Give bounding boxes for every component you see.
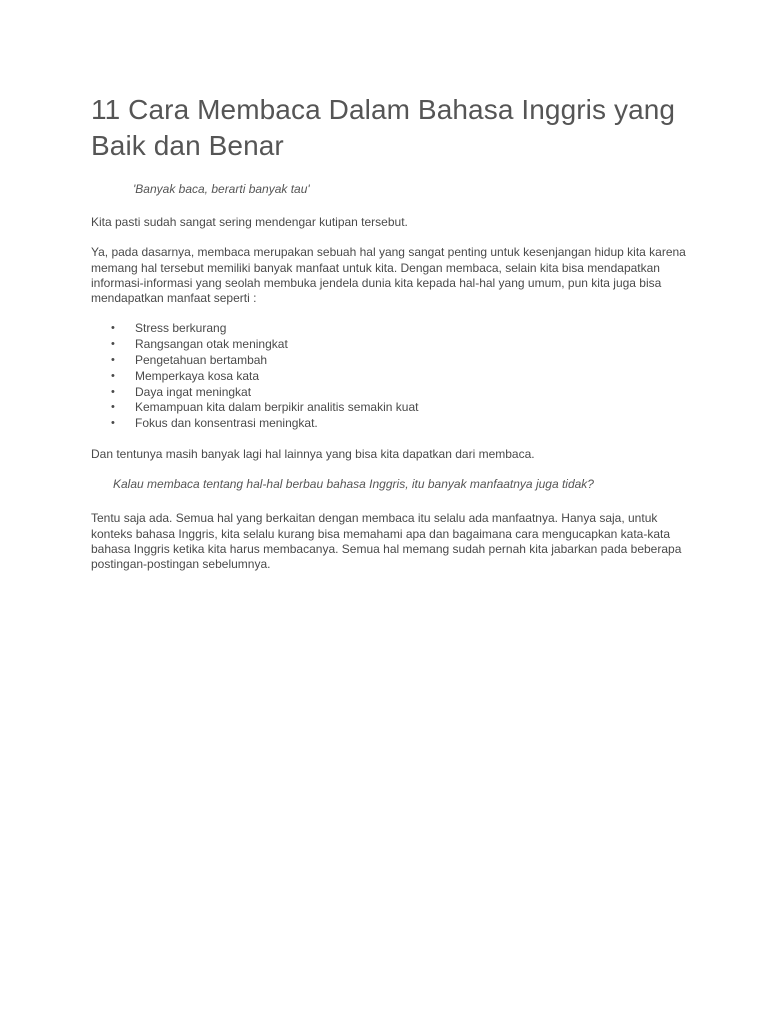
list-item (91, 321, 691, 337)
paragraph-3: Dan tentunya masih banyak lagi hal lainnya yang bisa kita dapatkan dari membaca. (91, 447, 535, 462)
paragraph-2: Ya, pada dasarnya, membaca merupakan sebuah hal yang sangat penting untuk kesenjangan hidup kita karena memang hal tersebut memiliki banyak manfaat untuk kita. Dengan membaca, selain kita bisa mendapatkan informasi-informasi yang seolah membuka jendela dunia kita kepada hal-hal yang umum, pun kita juga bisa mendapatkan manfaat seperti : (91, 245, 686, 306)
bullet-icon: • (111, 354, 115, 367)
bullet-icon: • (111, 322, 115, 335)
list-item (91, 385, 691, 401)
bullet-icon: • (111, 385, 115, 398)
document-page (91, 92, 691, 573)
list-item-text: Rangsangan otak meningkat (135, 337, 288, 352)
opening-quote: 'Banyak baca, berarti banyak tau' (133, 182, 310, 196)
question-quote: Kalau membaca tentang hal-hal berbau bahasa Inggris, itu banyak manfaatnya juga tidak? (113, 477, 594, 492)
bullet-icon: • (111, 401, 115, 414)
list-item (91, 400, 691, 416)
bullet-icon: • (111, 417, 115, 430)
list-item (91, 353, 691, 369)
list-item (91, 416, 691, 432)
document-title: 11 Cara Membaca Dalam Bahasa Inggris yang Baik dan Benar (91, 94, 676, 161)
benefits-list (91, 321, 691, 432)
list-item-text: Kemampuan kita dalam berpikir analitis semakin kuat (135, 400, 419, 415)
paragraph-4: Tentu saja ada. Semua hal yang berkaitan dengan membaca itu selalu ada manfaatnya. Hanya saja, untuk konteks bahasa Inggris, kita selalu kurang bisa memahami apa dan bagaimana cara mengucapkan kata-kata bahasa Inggris ketika kita harus membacanya. Semua hal memang sudah pernah kita jabarkan pada beberapa postingan-postingan sebelumnya. (91, 511, 682, 572)
list-item-text: Stress berkurang (135, 321, 227, 336)
list-item (91, 337, 691, 353)
list-item-text: Fokus dan konsentrasi meningkat. (135, 416, 318, 431)
list-item-text: Daya ingat meningkat (135, 384, 252, 399)
list-item (91, 369, 691, 385)
bullet-icon: • (111, 369, 115, 382)
bullet-icon: • (111, 338, 115, 351)
paragraph-1: Kita pasti sudah sangat sering mendengar kutipan tersebut. (91, 215, 408, 229)
list-item-text: Memperkaya kosa kata (135, 368, 260, 383)
list-item-text: Pengetahuan bertambah (135, 353, 268, 368)
